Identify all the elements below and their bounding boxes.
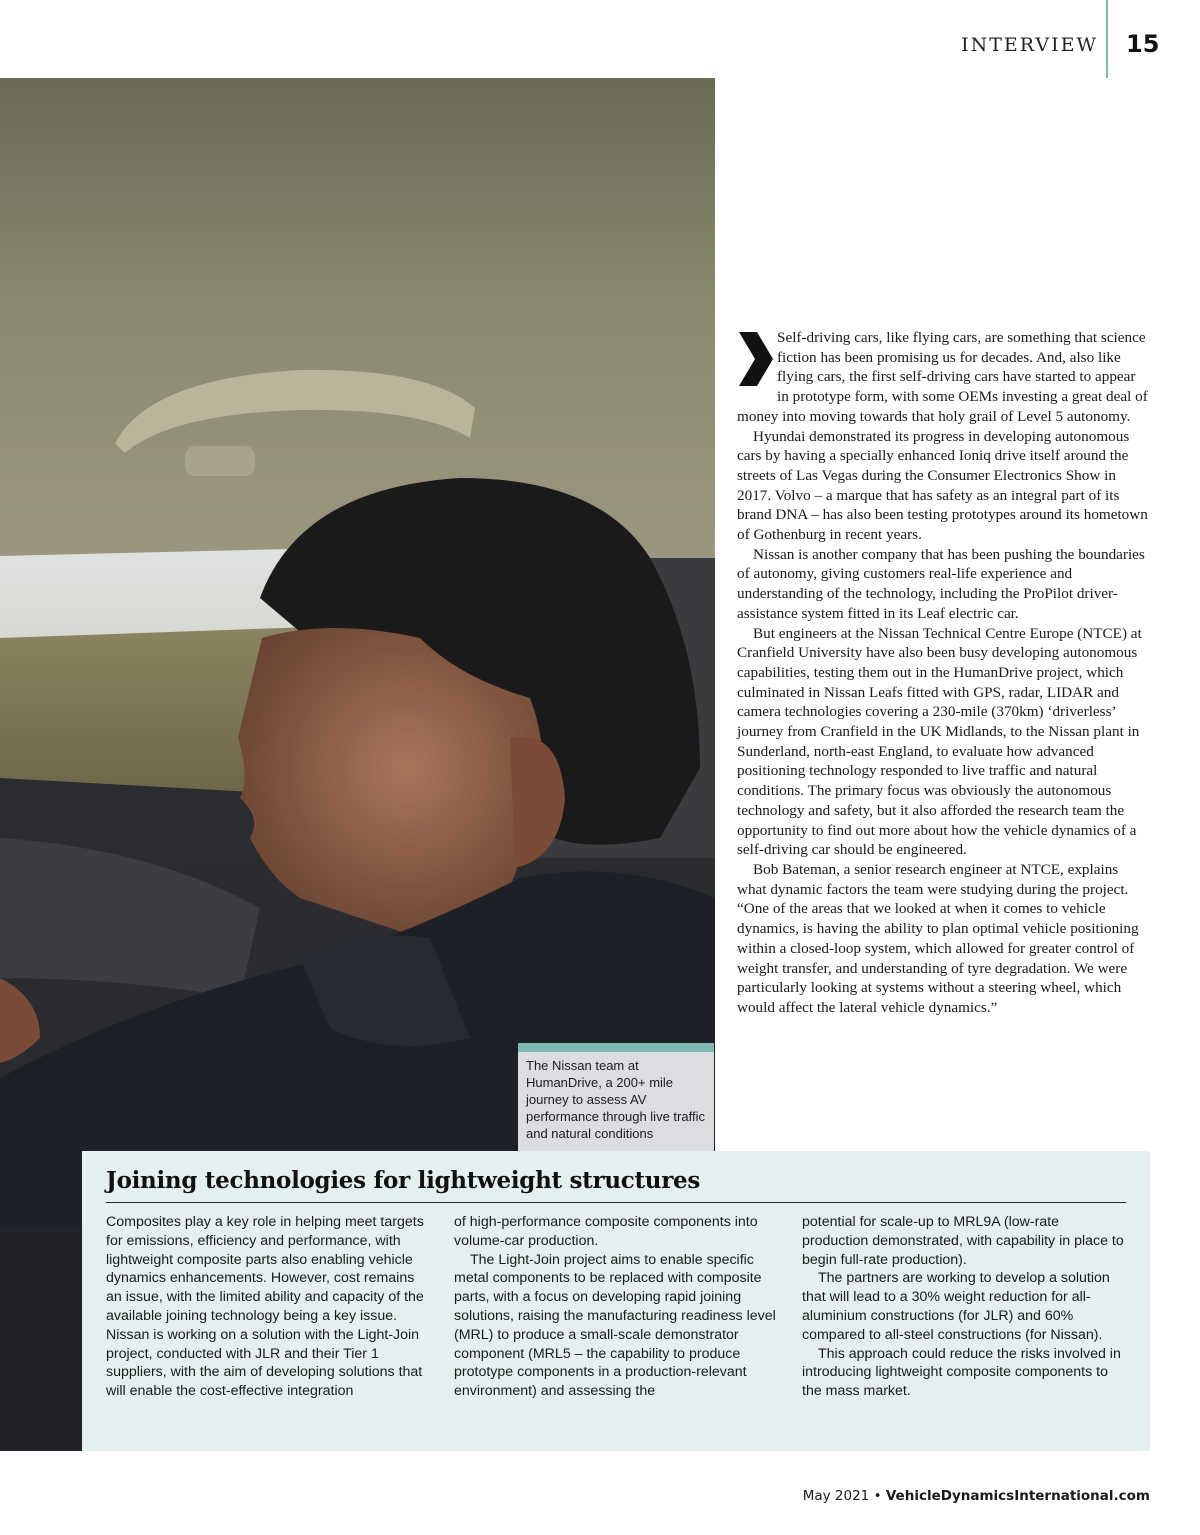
sidebar-column-2 — [454, 1213, 778, 1401]
page-footer — [803, 1488, 1150, 1504]
sidebar-box — [82, 1151, 1150, 1451]
article-paragraph: Self-driving cars, like flying cars, are something that science fiction has been promising us for decades. And, also like flying cars, the first self-driving cars have started to appear in prototype form, with some OEMs investing a great deal of money into moving towards that holy grail of Level 5 autonomy. — [737, 329, 1148, 425]
sidebar-column-3 — [802, 1213, 1126, 1401]
chevron-right-icon — [737, 330, 775, 388]
article-paragraph: Nissan is another company that has been pushing the boundaries of autonomy, giving customers real-life experience and understanding of the technology, including the ProPilot driver-assistance system fitted in its Leaf electric car. — [737, 545, 1145, 622]
sidebar-paragraph: This approach could reduce the risks involved in introducing lightweight composite components to the mass market. — [802, 1345, 1121, 1400]
article-paragraph: Hyundai demonstrated its progress in developing autonomous cars by having a specially enhanced Ioniq drive itself around the streets of Las Vegas during the Consumer Electronics Show in 2017. Volvo – a marque that has safety as an integral part of its brand DNA – has also been testing prototypes around its hometown of Gothenburg in recent years. — [737, 427, 1148, 544]
sidebar-paragraph: potential for scale-up to MRL9A (low-rate production demonstrated, with capability in place to begin full-rate production). — [802, 1214, 1124, 1268]
sidebar-paragraph: The partners are working to develop a solution that will lead to a 30% weight reduction for all-aluminium constructions (for JLR) and 60% compared to all-steel constructions (for Nissan). — [802, 1270, 1110, 1343]
footer-date: May 2021 — [802, 1488, 870, 1504]
photo-caption: The Nissan team at HumanDrive, a 200+ mile journey to assess AV performance through live traffic and natural conditions — [518, 1052, 714, 1151]
page-number: 15 — [1126, 30, 1160, 58]
header-divider — [1106, 0, 1108, 78]
sidebar-paragraph: The Light-Join project aims to enable specific metal components to be replaced with composite parts, with a focus on developing rapid joining solutions, raising the manufacturing readiness level (MRL) to produce a small-scale demonstrator component (MRL5 – the capability to produce prototype components in a production-relevant environment) and assessing the — [454, 1251, 776, 1400]
article-body — [737, 328, 1150, 1018]
footer-website: VehicleDynamicsInternational.com — [885, 1488, 1150, 1504]
caption-accent-bar — [518, 1043, 714, 1052]
sidebar-column-1 — [106, 1213, 430, 1401]
section-label: INTERVIEW — [961, 34, 1098, 56]
sidebar-paragraph: of high-performance composite components into volume-car production. — [454, 1214, 758, 1249]
footer-separator: • — [873, 1488, 882, 1504]
article-paragraph: Bob Bateman, a senior research engineer at NTCE, explains what dynamic factors the team were studying during the project. “One of the areas that we looked at when it comes to vehicle dynamics, is having the ability to plan optimal vehicle positioning within a closed-loop system, which allowed for greater control of weight transfer, and understanding of tyre degradation. We were particularly looking at systems without a steering wheel, which would affect the lateral vehicle dynamics.” — [737, 860, 1139, 1016]
sidebar-title: Joining technologies for lightweight structures — [106, 1167, 1126, 1203]
article-paragraph: But engineers at the Nissan Technical Centre Europe (NTCE) at Cranfield University have also been busy developing autonomous capabilities, testing them out in the HumanDrive project, which culminated in Nissan Leafs fitted with GPS, radar, LIDAR and camera technologies covering a 230-mile (370km) ‘driverless’ journey from Cranfield in the UK Midlands, to the Nissan plant in Sunderland, north-east England, to evaluate how advanced positioning technology responded to live traffic and natural conditions. The primary focus was obviously the autonomous technology and safety, but it also afforded the research team the opportunity to find out more about how the vehicle dynamics of a self-driving car should be engineered. — [737, 624, 1142, 859]
sidebar-paragraph: Composites play a key role in helping meet targets for emissions, efficiency and performance, with lightweight composite parts also enabling vehicle dynamics enhancements. However, cost remains an issue, with the limited ability and capacity of the available joining technology being a key issue. Nissan is working on a solution with the Light-Join project, conducted with JLR and their Tier 1 suppliers, with the aim of developing solutions that will enable the cost-effective integration — [106, 1214, 424, 1400]
sidebar-columns — [106, 1213, 1126, 1401]
